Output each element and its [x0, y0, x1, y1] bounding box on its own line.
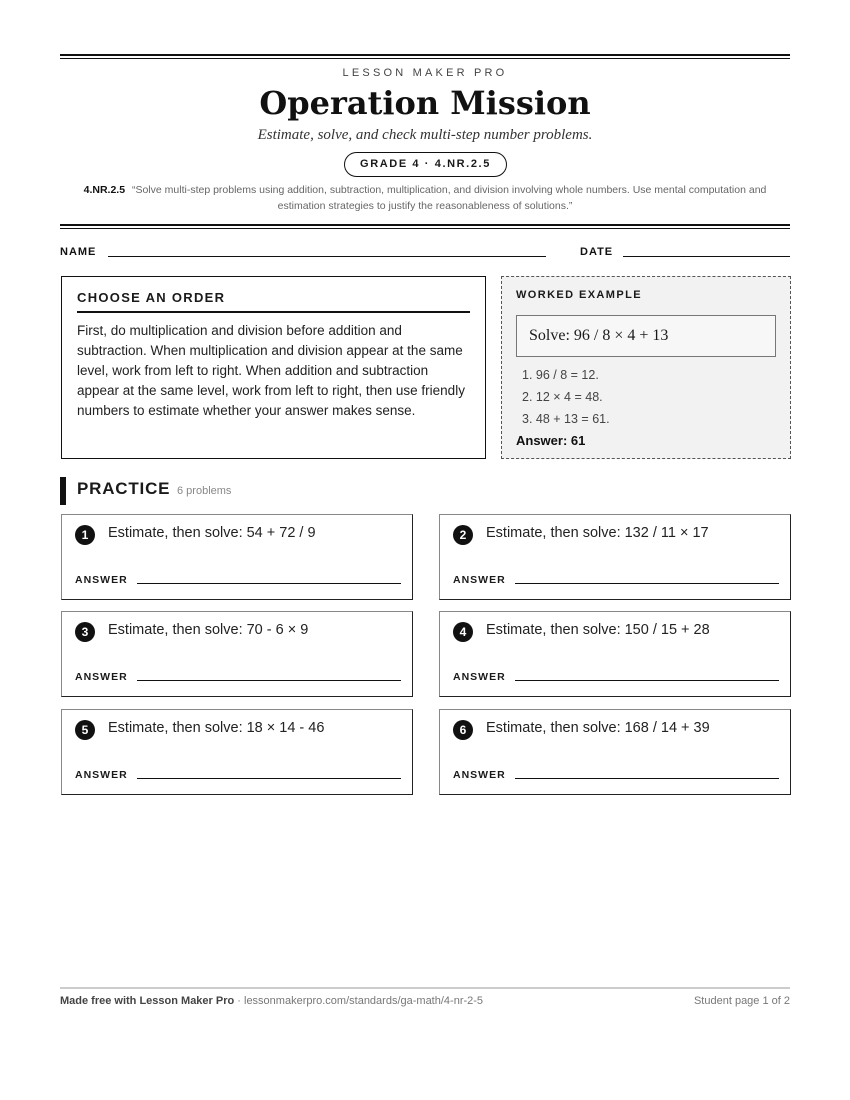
answer-line[interactable]: [515, 778, 779, 779]
problem-number: 2: [453, 525, 473, 545]
header-bottom-rule: [60, 224, 790, 229]
answer-line[interactable]: [515, 680, 779, 681]
footer-credit: [60, 995, 483, 1007]
footer-rule: [60, 987, 790, 989]
worked-example-answer: Answer: 61: [516, 433, 586, 448]
name-field-line[interactable]: [108, 256, 546, 257]
practice-accent-bar: [60, 477, 66, 505]
worksheet-subtitle: Estimate, solve, and check multi-step number problems.: [257, 127, 593, 143]
worked-example-step: 2. 12 × 4 = 48.: [522, 390, 603, 404]
answer-line[interactable]: [137, 778, 401, 779]
problem-number: 1: [75, 525, 95, 545]
date-field-line[interactable]: [623, 256, 790, 257]
choose-order-heading: CHOOSE AN ORDER: [77, 290, 470, 313]
problem-text: Estimate, then solve: 168 / 14 + 39: [486, 720, 710, 736]
problem-number: 4: [453, 622, 473, 642]
problem-card: [439, 709, 791, 795]
answer-line[interactable]: [137, 583, 401, 584]
header-top-rule: [60, 54, 790, 59]
problem-text: Estimate, then solve: 54 + 72 / 9: [108, 525, 316, 541]
answer-label: ANSWER: [453, 671, 506, 683]
worked-example-steps: [516, 364, 776, 430]
problem-card: [61, 709, 413, 795]
choose-order-body: First, do multiplication and division before addition and subtraction. When multiplication and division appear at the same level, work from left to right. When addition and subtraction appear at the same level, work from left to right, then use friendly numbers to estimate whether your answer makes sense.: [77, 323, 465, 418]
answer-line[interactable]: [137, 680, 401, 681]
problem-text: Estimate, then solve: 132 / 11 × 17: [486, 525, 709, 541]
answer-label: ANSWER: [75, 769, 128, 781]
answer-line[interactable]: [515, 583, 779, 584]
worksheet-title: Operation Mission: [259, 84, 591, 122]
standard-code: 4.NR.2.5: [83, 184, 126, 196]
worked-example-heading: WORKED EXAMPLE: [516, 289, 642, 301]
practice-count: 6 problems: [177, 485, 232, 497]
problem-card: [61, 611, 413, 697]
choose-order-box: [61, 276, 486, 459]
worked-example-step: 1. 96 / 8 = 12.: [522, 368, 599, 382]
problem-card: [439, 611, 791, 697]
answer-label: ANSWER: [453, 769, 506, 781]
name-label: NAME: [60, 246, 97, 258]
answer-label: ANSWER: [453, 574, 506, 586]
answer-label: ANSWER: [75, 574, 128, 586]
worked-example-box: [501, 276, 791, 459]
standard-description: [60, 182, 790, 214]
problem-number: 6: [453, 720, 473, 740]
problem-number: 5: [75, 720, 95, 740]
problem-text: Estimate, then solve: 18 × 14 - 46: [108, 720, 325, 736]
practice-heading: PRACTICE: [77, 479, 171, 498]
worked-example-step: 3. 48 + 13 = 61.: [522, 412, 610, 426]
answer-label: ANSWER: [75, 671, 128, 683]
date-label: DATE: [580, 246, 614, 258]
worked-example-problem: Solve: 96 / 8 × 4 + 13: [516, 315, 776, 357]
footer-made-with: Made free with Lesson Maker Pro: [60, 995, 235, 1007]
problem-number: 3: [75, 622, 95, 642]
problem-text: Estimate, then solve: 150 / 15 + 28: [486, 622, 710, 638]
standard-text: “Solve multi-step problems using addition, subtraction, multiplication, and division involving whole numbers. Use mental computation and estimation strategies to justify the reasonableness of solutions.”: [131, 184, 767, 212]
problem-card: [439, 514, 791, 600]
footer-url: · lessonmakerpro.com/standards/ga-math/4-nr-2-5: [234, 995, 484, 1007]
grade-badge: GRADE 4 · 4.NR.2.5: [344, 152, 507, 177]
footer-page-number: Student page 1 of 2: [693, 995, 790, 1007]
problem-text: Estimate, then solve: 70 - 6 × 9: [108, 622, 309, 638]
brand-name: LESSON MAKER PRO: [342, 67, 508, 79]
problem-card: [61, 514, 413, 600]
